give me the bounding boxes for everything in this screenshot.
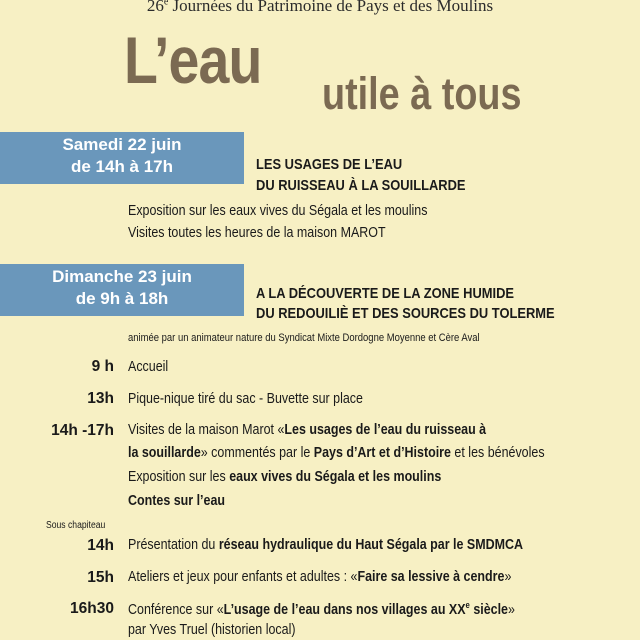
time-15h: 15h xyxy=(87,569,114,586)
sunday-day: Dimanche 23 juin xyxy=(52,267,192,286)
saturday-heading-1: LES USAGES DE L’EAU xyxy=(256,156,403,173)
title-sub: utile à tous xyxy=(322,68,522,119)
sunday-heading-2: DU REDOUILIÈ ET DES SOURCES DU TOLERME xyxy=(256,305,555,322)
event-conference: Conférence sur «L’usage de l’eau dans nos villages au XXe siècle» xyxy=(128,600,515,618)
event-conference-speaker: par Yves Truel (historien local) xyxy=(128,622,296,638)
chapiteau-label: Sous chapiteau xyxy=(46,520,106,531)
event-visits-line-1: Visites de la maison Marot «Les usages de l’eau du ruisseau à xyxy=(128,422,487,438)
sunday-date-band xyxy=(0,264,244,316)
time-9h: 9 h xyxy=(91,358,114,375)
time-14h-17h: 14h -17h xyxy=(51,422,114,439)
saturday-line-1: Exposition sur les eaux vives du Ségala et les moulins xyxy=(128,203,428,219)
saturday-hours: de 14h à 17h xyxy=(70,157,174,176)
sunday-hours: de 9h à 18h xyxy=(75,289,169,308)
saturday-date-band xyxy=(0,132,244,184)
event-presentation: Présentation du réseau hydraulique du Haut Ségala par le SMDMCA xyxy=(128,537,524,553)
event-accueil: Accueil xyxy=(128,359,169,375)
event-visits-line-2: la souillarde» commentés par le Pays d’Art et d’Histoire et les bénévoles xyxy=(128,445,545,461)
time-13h: 13h xyxy=(87,390,114,407)
saturday-line-2: Visites toutes les heures de la maison MAROT xyxy=(128,225,386,241)
event-exhibition: Exposition sur les eaux vives du Ségala et les moulins xyxy=(128,469,442,485)
sunday-heading-1: A LA DÉCOUVERTE DE LA ZONE HUMIDE xyxy=(256,285,515,302)
event-picnic: Pique-nique tiré du sac - Buvette sur place xyxy=(128,391,363,407)
event-workshops: Ateliers et jeux pour enfants et adultes : «Faire sa lessive à cendre» xyxy=(128,569,512,585)
event-tales: Contes sur l’eau xyxy=(128,493,226,509)
time-14h-b: 14h xyxy=(87,537,114,554)
saturday-heading-2: DU RUISSEAU À LA SOUILLARDE xyxy=(256,177,466,194)
title-main: L’eau xyxy=(124,23,262,97)
saturday-day: Samedi 22 juin xyxy=(62,135,182,154)
festival-subtitle: 26e Journées du Patrimoine de Pays et des Moulins xyxy=(146,0,494,15)
sunday-animator: animée par un animateur nature du Syndicat Mixte Dordogne Moyenne et Cère Aval xyxy=(128,332,480,344)
time-16h30: 16h30 xyxy=(70,600,114,617)
